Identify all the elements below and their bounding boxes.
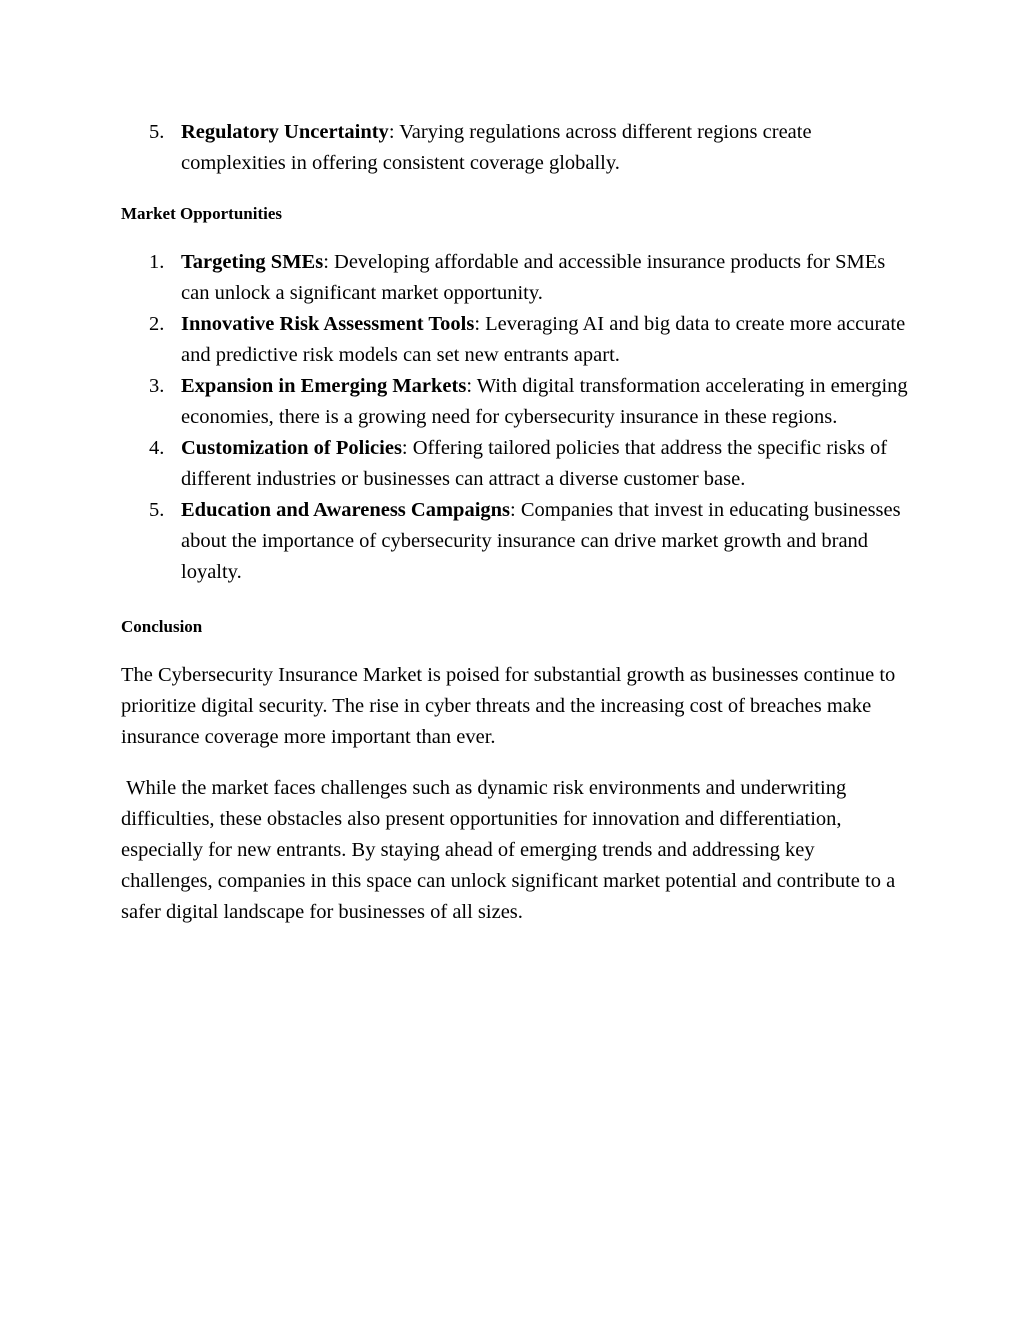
- list-item: [121, 247, 911, 309]
- list-term: Regulatory Uncertainty: [181, 121, 389, 143]
- conclusion-paragraph: The Cybersecurity Insurance Market is poised for substantial growth as businesses continue to prioritize digital security. The rise in cyber threats and the increasing cost of breaches make insurance coverage more important than ever.: [121, 664, 896, 748]
- list-text: : With digital transformation accelerating in emerging economies, there is a growing need for cybersecurity insurance in these regions.: [181, 375, 908, 428]
- list-term: Education and Awareness Campaigns: [181, 499, 511, 521]
- list-term: Targeting SMEs: [181, 251, 324, 273]
- list-number: 2.: [149, 313, 165, 335]
- list-item: [121, 433, 911, 495]
- document-page: [121, 117, 911, 928]
- list-text: : Offering tailored policies that address the specific risks of different industries or businesses can attract a diverse customer base.: [181, 437, 888, 490]
- list-number: 4.: [149, 437, 165, 459]
- challenges-list-continued: [121, 117, 911, 179]
- list-item: [121, 371, 911, 433]
- list-item: [121, 309, 911, 371]
- list-term: Expansion in Emerging Markets: [181, 375, 467, 397]
- list-text: : Leveraging AI and big data to create more accurate and predictive risk models can set new entrants apart.: [181, 313, 906, 366]
- market-opportunities-list: [121, 247, 911, 588]
- list-term: Customization of Policies: [181, 437, 402, 459]
- list-term: Innovative Risk Assessment Tools: [181, 313, 475, 335]
- conclusion-paragraph: While the market faces challenges such as dynamic risk environments and underwriting difficulties, these obstacles also present opportunities for innovation and differentiation, especially for new entrants. By staying ahead of emerging trends and addressing key challenges, companies in this space can unlock significant market potential and contribute to a safer digital landscape for businesses of all sizes.: [121, 777, 901, 923]
- list-number: 1.: [149, 251, 165, 273]
- list-number: 5.: [149, 121, 165, 143]
- section-heading-market-opportunities: Market Opportunities: [121, 204, 283, 223]
- list-text: : Developing affordable and accessible insurance products for SMEs can unlock a significant market opportunity.: [181, 251, 886, 304]
- list-item: [121, 495, 911, 588]
- list-number: 3.: [149, 375, 165, 397]
- list-text: : Varying regulations across different regions create complexities in offering consistent coverage globally.: [181, 121, 812, 174]
- section-heading-conclusion: Conclusion: [121, 617, 203, 636]
- list-text: : Companies that invest in educating businesses about the importance of cybersecurity insurance can drive market growth and brand loyalty.: [181, 499, 901, 583]
- list-number: 5.: [149, 499, 165, 521]
- list-item: [121, 117, 911, 179]
